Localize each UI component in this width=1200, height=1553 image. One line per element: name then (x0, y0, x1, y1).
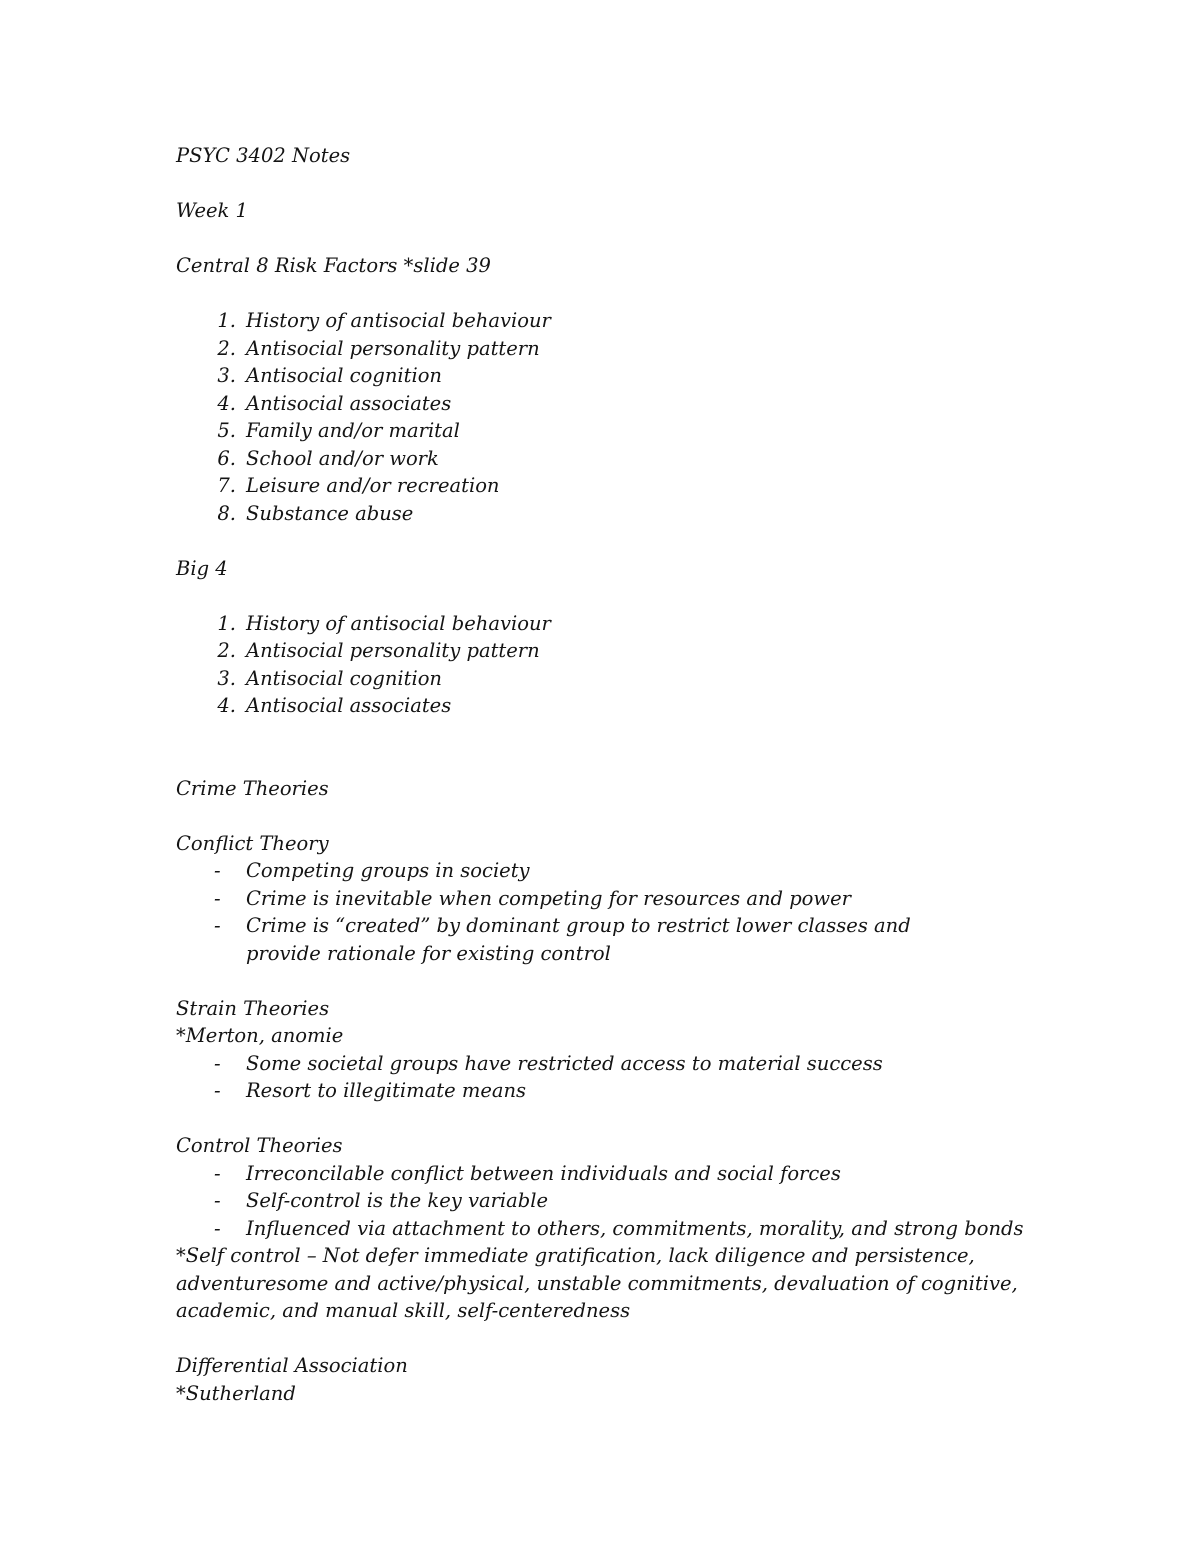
spacer (176, 1325, 1036, 1353)
list-item (176, 390, 1036, 418)
spacer (176, 582, 1036, 610)
big4-heading: Big 4 (176, 556, 228, 580)
list-number: 7. (217, 474, 236, 497)
list-item (176, 500, 1036, 528)
list-item (176, 362, 1036, 390)
spacer (176, 720, 1036, 748)
list-item-text: Substance abuse (246, 501, 414, 525)
list-item (176, 1077, 1036, 1105)
list-dash: - (214, 1161, 221, 1185)
document-content (176, 142, 1036, 1407)
list-number: 1. (217, 309, 236, 332)
list-number: 5. (217, 419, 236, 442)
list-item-text: Influenced via attachment to others, commitments, morality, and strong bonds (246, 1216, 1024, 1240)
list-item (176, 1050, 1036, 1078)
list-dash: - (214, 1189, 221, 1212)
list-item-text: Competing groups in society (246, 859, 530, 882)
list-number: 2. (217, 639, 236, 662)
big4-list (176, 610, 1036, 720)
list-item-text: Crime is inevitable when competing for resources and power (246, 886, 851, 910)
list-item-text: Antisocial cognition (246, 364, 442, 387)
spacer (176, 170, 1036, 198)
list-item (176, 1160, 1036, 1188)
list-item (176, 665, 1036, 693)
list-item-text: Antisocial personality pattern (246, 336, 540, 360)
control-theories-list (176, 1160, 1036, 1243)
list-dash: - (214, 886, 221, 910)
list-number: 6. (217, 446, 236, 470)
list-item-text: Leisure and/or recreation (246, 474, 500, 497)
list-dash: - (214, 914, 221, 937)
list-dash: - (214, 1216, 221, 1240)
list-item-text: Crime is “created” by dominant group to restrict lower classes and provide rationale for existing control (246, 914, 911, 965)
list-item-text: History of antisocial behaviour (246, 309, 551, 332)
list-item (176, 912, 986, 967)
list-number: 4. (217, 391, 236, 415)
list-item (176, 307, 1036, 335)
list-item (176, 1187, 1036, 1215)
list-item (176, 857, 1036, 885)
list-item (176, 1215, 1036, 1243)
spacer (176, 527, 1036, 555)
control-theories-heading: Control Theories (176, 1134, 343, 1157)
list-number: 4. (217, 694, 236, 717)
strain-theories-list (176, 1050, 1036, 1105)
list-item-text: Some societal groups have restricted access to material success (246, 1051, 883, 1075)
list-item (176, 472, 1036, 500)
central8-list (176, 307, 1036, 527)
list-item-text: Antisocial associates (246, 694, 452, 717)
list-item-text: Family and/or marital (246, 419, 460, 442)
differential-association-heading: Differential Association (176, 1354, 408, 1377)
list-item (176, 637, 1036, 665)
list-item (176, 445, 1036, 473)
list-dash: - (214, 1051, 221, 1075)
list-item (176, 885, 1036, 913)
spacer (176, 225, 1036, 253)
spacer (176, 280, 1036, 308)
spacer (176, 1105, 1036, 1133)
crime-theories-heading: Crime Theories (176, 776, 329, 800)
strain-theories-note: *Merton, anomie (176, 1024, 344, 1047)
list-item-text: School and/or work (246, 446, 439, 470)
list-number: 2. (217, 336, 236, 360)
list-item-text: History of antisocial behaviour (246, 611, 551, 635)
central8-heading: Central 8 Risk Factors *slide 39 (176, 254, 491, 277)
list-item (176, 692, 1036, 720)
list-item-text: Irreconcilable conflict between individuals and social forces (246, 1161, 841, 1185)
spacer (176, 747, 1036, 775)
list-item-text: Antisocial cognition (246, 666, 442, 690)
spacer (176, 802, 1036, 830)
self-control-paragraph: *Self control – Not defer immediate gratification, lack diligence and persistence, adventuresome and active/physical, unstable commitments, devaluation of cognitive, academic, and manual skill, self-centeredness (176, 1244, 1018, 1322)
conflict-theory-list (176, 857, 1036, 967)
spacer (176, 967, 1036, 995)
list-number: 3. (217, 666, 236, 690)
list-item-text: Antisocial associates (246, 391, 452, 415)
list-item (176, 417, 1036, 445)
list-number: 3. (217, 364, 236, 387)
list-number: 1. (217, 611, 236, 635)
list-item-text: Resort to illegitimate means (246, 1079, 527, 1102)
list-item (176, 610, 1036, 638)
list-item-text: Antisocial personality pattern (246, 639, 540, 662)
list-number: 8. (217, 501, 236, 525)
list-item-text: Self-control is the key variable (246, 1189, 549, 1212)
week-heading: Week 1 (176, 199, 248, 222)
list-item (176, 335, 1036, 363)
conflict-theory-heading: Conflict Theory (176, 831, 329, 855)
list-dash: - (214, 859, 221, 882)
strain-theories-heading: Strain Theories (176, 996, 330, 1020)
list-dash: - (214, 1079, 221, 1102)
document-title: PSYC 3402 Notes (176, 144, 351, 167)
differential-association-note: *Sutherland (176, 1381, 296, 1405)
